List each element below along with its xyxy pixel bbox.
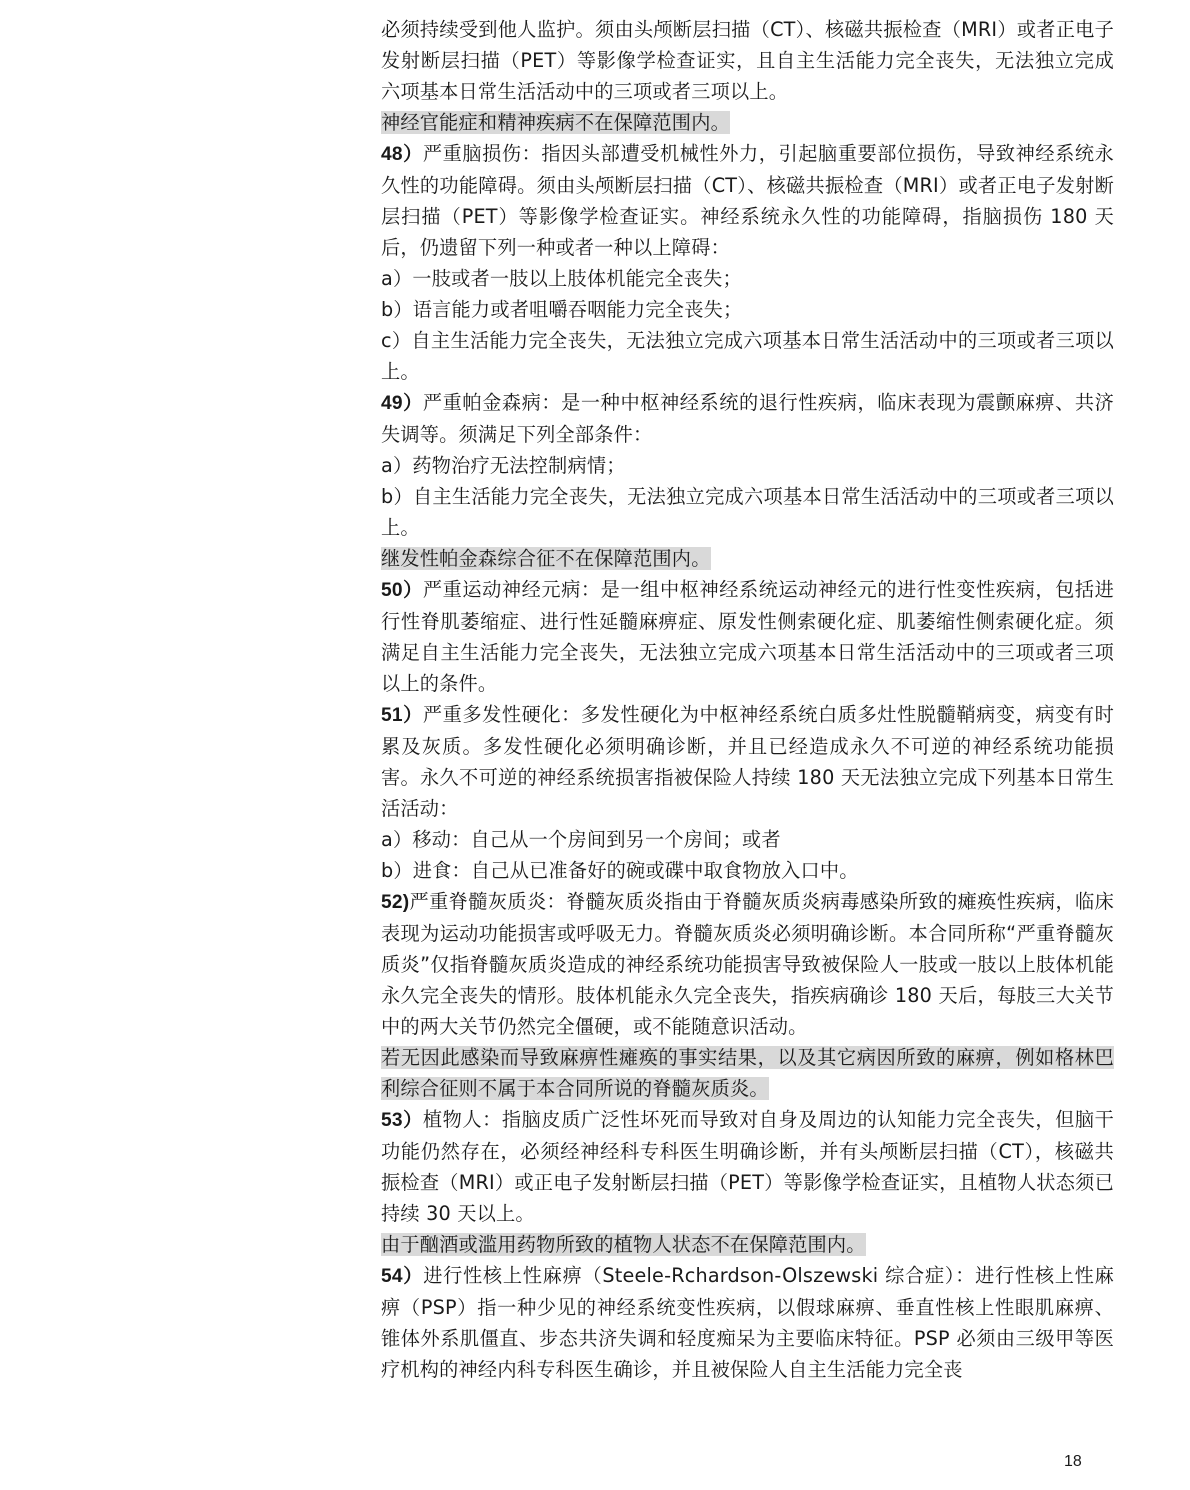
clause-number: 50） [381, 580, 423, 601]
list-item: b）进食：自己从已准备好的碗或碟中取食物放入口中。 [381, 859, 859, 882]
exclusion-note [381, 543, 1114, 574]
clause-text: 植物人：指脑皮质广泛性坏死而导致对自身及周边的认知能力完全丧失，但脑干功能仍然存在，必须经神经科专科医生明确诊断，并有头颅断层扫描（CT），核磁共振检查（MRI）或正电子发射断层扫描（PET）等影像学检查证实，且植物人状态须已持续 30 天以上。 [381, 1108, 1114, 1225]
exclusion-note [381, 1229, 1114, 1260]
list-item: c）自主生活能力完全丧失，无法独立完成六项基本日常生活活动中的三项或者三项以上。 [381, 329, 1114, 383]
list-item: a）移动：自己从一个房间到另一个房间；或者 [381, 828, 781, 851]
clause-54 [381, 1260, 1114, 1385]
clause-text: 严重脊髓灰质炎：脊髓灰质炎指由于脊髓灰质炎病毒感染所致的瘫痪性疾病，临床表现为运动功能损害或呼吸无力。脊髓灰质炎必须明确诊断。本合同所称“严重脊髓灰质炎”仅指脊髓灰质炎造成的神经系统功能损害导致被保险人一肢或一肢以上肢体机能永久完全丧失的情形。肢体机能永久完全丧失，指疾病确诊 180 天后，每肢三大关节中的两大关节仍然完全僵硬，或不能随意识活动。 [381, 890, 1114, 1038]
clause-text: 严重帕金森病：是一种中枢神经系统的退行性疾病，临床表现为震颤麻痹、共济失调等。须满足下列全部条件： [381, 391, 1114, 446]
list-item: a）一肢或者一肢以上肢体机能完全丧失； [381, 267, 742, 290]
clause-number: 48） [381, 144, 423, 165]
page-number: 18 [1064, 1453, 1082, 1470]
clause-number: 54） [381, 1266, 424, 1287]
highlighted-text: 神经官能症和精神疾病不在保障范围内。 [381, 111, 730, 134]
clause-text: 进行性核上性麻痹（Steele-Rchardson-Olszewski 综合症）：进行性核上性麻痹（PSP）指一种少见的神经系统变性疾病，以假球麻痹、垂直性核上性眼肌麻痹、锥体外系肌僵直、步态共济失调和轻度痴呆为主要临床特征。PSP 必须由三级甲等医疗机构的神经内科专科医生确诊，并且被保险人自主生活能力完全丧 [381, 1264, 1114, 1381]
highlighted-text: 继发性帕金森综合征不在保障范围内。 [381, 547, 711, 570]
clause-52 [381, 886, 1114, 1042]
clause-51 [381, 699, 1114, 824]
clause-number: 52) [381, 892, 410, 913]
paragraph-text: 必须持续受到他人监护。须由头颅断层扫描（CT）、核磁共振检查（MRI）或者正电子发射断层扫描（PET）等影像学检查证实，且自主生活能力完全丧失，无法独立完成六项基本日常生活活动中的三项或者三项以上。 [381, 18, 1114, 103]
clause-49 [381, 387, 1114, 450]
exclusion-note [381, 1042, 1114, 1104]
clause-number: 53） [381, 1110, 423, 1131]
exclusion-note [381, 107, 1114, 138]
list-item: a）药物治疗无法控制病情； [381, 454, 626, 477]
clause-text: 严重运动神经元病：是一组中枢神经系统运动神经元的进行性变性疾病，包括进行性脊肌萎缩症、进行性延髓麻痹症、原发性侧索硬化症、肌萎缩性侧索硬化症。须满足自主生活能力完全丧失，无法独立完成六项基本日常生活活动中的三项或者三项以上的条件。 [381, 578, 1114, 695]
clause-text: 严重脑损伤：指因头部遭受机械性外力，引起脑重要部位损伤，导致神经系统永久性的功能障碍。须由头颅断层扫描（CT）、核磁共振检查（MRI）或者正电子发射断层扫描（PET）等影像学检查证实。神经系统永久性的功能障碍，指脑损伤 180 天后，仍遗留下列一种或者一种以上障碍： [381, 142, 1114, 259]
clause-53 [381, 1104, 1114, 1229]
list-item: b）语言能力或者咀嚼吞咽能力完全丧失； [381, 298, 743, 321]
highlighted-text: 若无因此感染而导致麻痹性瘫痪的事实结果，以及其它病因所致的麻痹，例如格林巴利综合征则不属于本合同所说的脊髓灰质炎。 [381, 1046, 1114, 1100]
clause-number: 51） [381, 705, 423, 726]
highlighted-text: 由于酗酒或滥用药物所致的植物人状态不在保障范围内。 [381, 1233, 866, 1256]
list-item: b）自主生活能力完全丧失，无法独立完成六项基本日常生活活动中的三项或者三项以上。 [381, 485, 1114, 539]
clause-50 [381, 574, 1114, 699]
document-body [381, 14, 1114, 1385]
clause-number: 49） [381, 393, 423, 414]
clause-48 [381, 138, 1114, 263]
clause-text: 严重多发性硬化：多发性硬化为中枢神经系统白质多灶性脱髓鞘病变，病变有时累及灰质。多发性硬化必须明确诊断，并且已经造成永久不可逆的神经系统功能损害。永久不可逆的神经系统损害指被保险人持续 180 天无法独立完成下列基本日常生活活动： [381, 703, 1114, 820]
